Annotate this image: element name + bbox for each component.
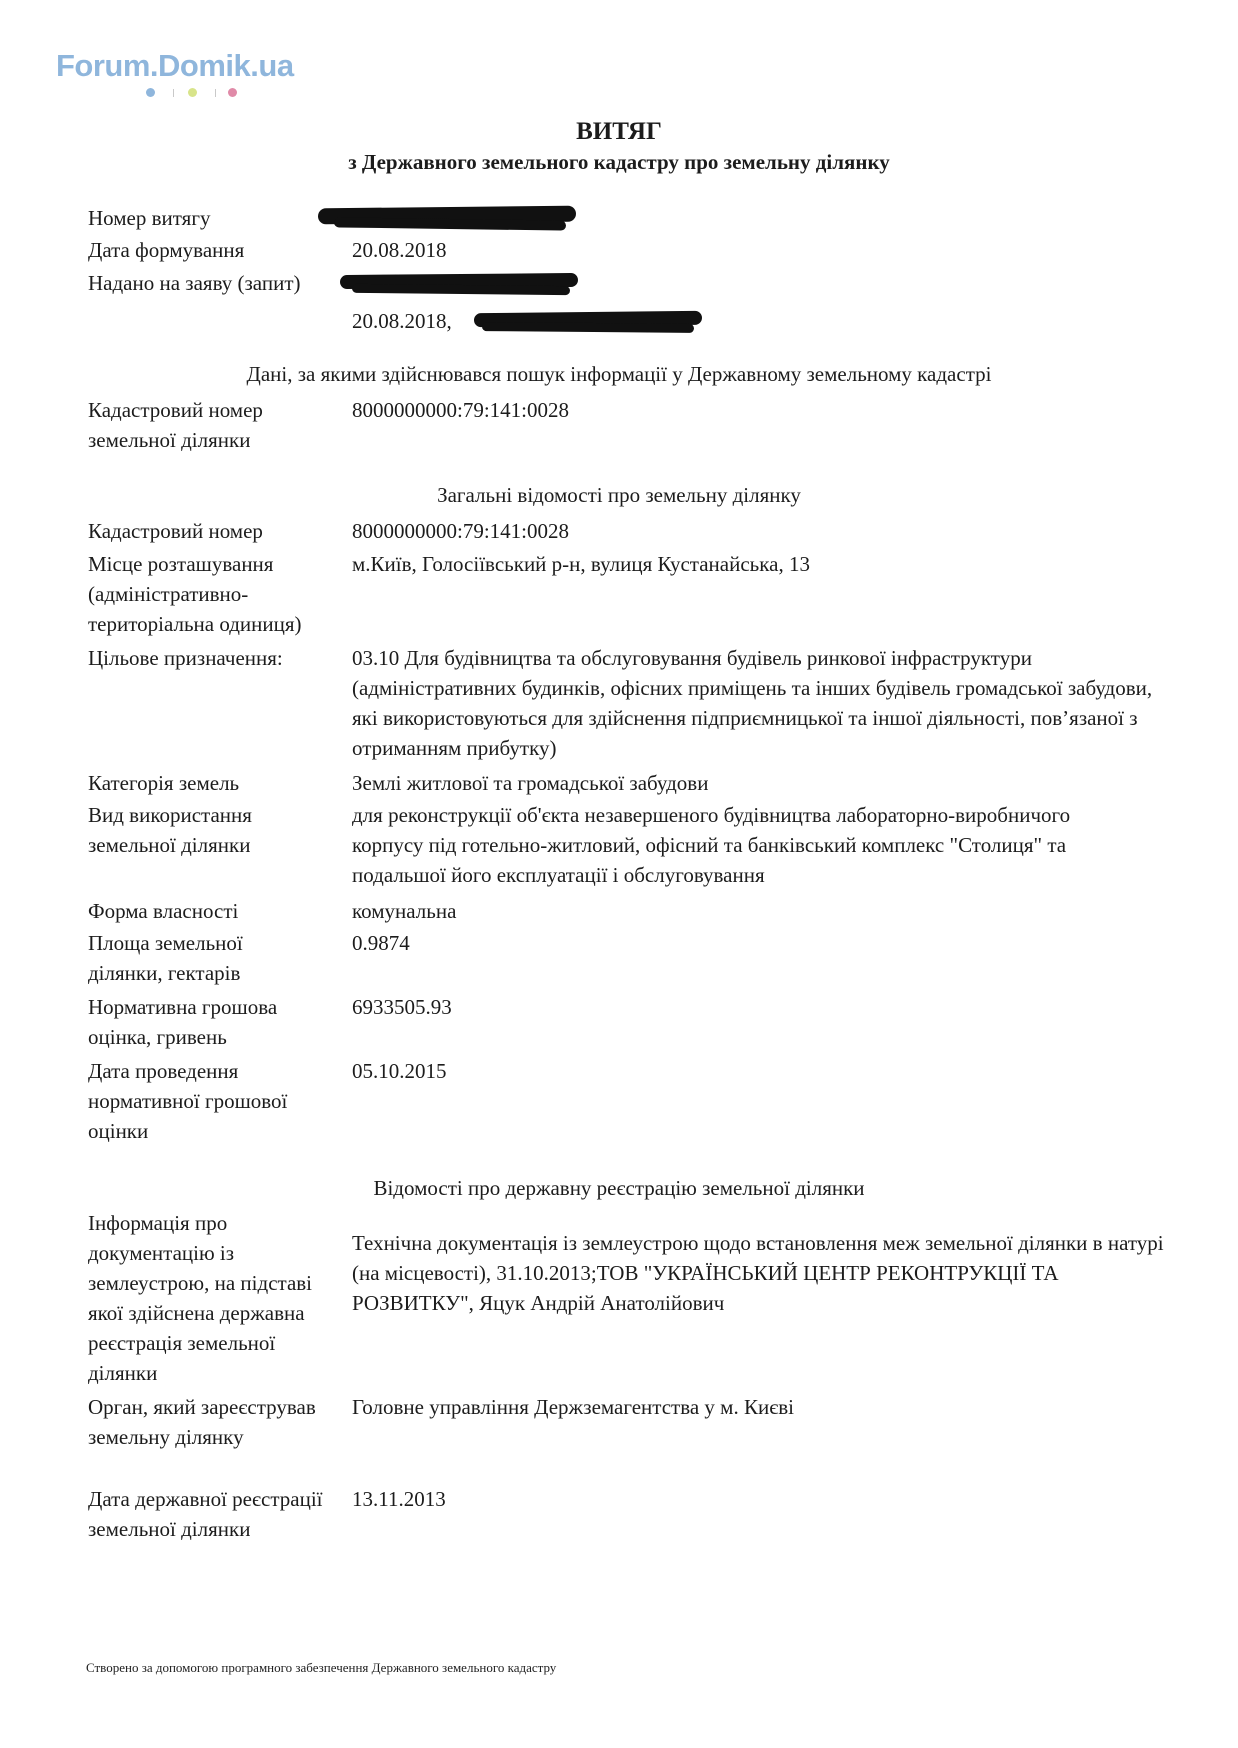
- label-registration-date: Дата державної реєстрації земельної ділянки: [88, 1487, 323, 1541]
- value-authority: Головне управління Держземагентства у м. Києві: [352, 1395, 794, 1419]
- document-subtitle: з Державного земельного кадастру про земельну ділянку: [348, 150, 890, 174]
- label-ownership: Форма власності: [88, 899, 239, 923]
- value-purpose: 03.10 Для будівництва та обслуговування будівель ринкової інфраструктури (адміністративних будинків, офісних приміщень та інших будівель громадської забудови, які використовуються для здійснення підприємницької та іншої діяльності, пов’язаної з отриманням прибутку): [352, 646, 1153, 760]
- logo-dot-yellow: [188, 88, 197, 97]
- section-heading-general: Загальні відомості про земельну ділянку: [437, 483, 801, 507]
- section-heading-search: Дані, за якими здійснювався пошук інформації у Державному земельному кадастрі: [246, 362, 992, 386]
- redaction-mark: [482, 322, 694, 333]
- label-area: Площа земельної ділянки, гектарів: [88, 931, 243, 985]
- label-documentation: Інформація про документацію із землеустрою, на підставі якої здійснена державна реєстрація земельної ділянки: [88, 1211, 313, 1385]
- label-authority: Орган, який зареєстрував земельну ділянку: [88, 1395, 316, 1449]
- site-logo: Forum.Domik.ua: [56, 48, 294, 83]
- label-usage-type: Вид використання земельної ділянки: [88, 803, 252, 857]
- value-area: 0.9874: [352, 931, 410, 955]
- label-cadastral-number: Кадастровий номер: [88, 519, 263, 543]
- label-location: Місце розташування (адміністративно-територіальна одиниця): [88, 552, 302, 636]
- value-valuation: 6933505.93: [352, 995, 452, 1019]
- label-valuation: Нормативна грошова оцінка, гривень: [88, 995, 278, 1049]
- label-formation-date: Дата формування: [88, 238, 245, 262]
- label-purpose: Цільове призначення:: [88, 646, 283, 670]
- label-valuation-date: Дата проведення нормативної грошової оцінки: [88, 1059, 288, 1143]
- section-heading-registration: Відомості про державну реєстрацію земельної ділянки: [373, 1176, 865, 1200]
- redaction-mark: [334, 217, 566, 230]
- value-usage-type: для реконструкції об'єкта незавершеного будівництва лабораторно-виробничого корпусу під готельно-житловий, офісний та банківський комплекс "Столиця" та подальшої його експлуатації і обслуговування: [352, 803, 1071, 887]
- logo-dot-blue: [146, 88, 155, 97]
- value-request: 20.08.2018,: [352, 309, 452, 333]
- value-land-category: Землі житлової та громадської забудови: [352, 771, 709, 795]
- value-formation-date: 20.08.2018: [352, 238, 447, 262]
- value-valuation-date: 05.10.2015: [352, 1059, 447, 1083]
- value-search-cadastral: 8000000000:79:141:0028: [352, 398, 570, 422]
- label-land-category: Категорія земель: [88, 771, 240, 795]
- logo-dot-pink: [228, 88, 237, 97]
- value-documentation: Технічна документація із землеустрою щодо встановлення меж земельної ділянки в натурі (на місцевості), 31.10.2013;ТОВ "УКРАЇНСЬКИЙ ЦЕНТР РЕКОНТРУКЦІЇ ТА РОЗВИТКУ", Яцук Андрій Анатолійович: [352, 1231, 1164, 1315]
- value-registration-date: 13.11.2013: [352, 1487, 446, 1511]
- value-cadastral-number: 8000000000:79:141:0028: [352, 519, 570, 543]
- value-location: м.Київ, Голосіївський р-н, вулиця Кустанайська, 13: [352, 552, 810, 576]
- label-extract-number: Номер витягу: [88, 206, 211, 230]
- document-title: ВИТЯГ: [576, 118, 662, 145]
- label-request: Надано на заяву (запит): [88, 271, 301, 295]
- value-ownership: комунальна: [352, 899, 457, 923]
- footer-note: Створено за допомогою програмного забезпечення Державного земельного кадастру: [86, 1660, 557, 1675]
- label-search-cadastral: Кадастровий номер земельної ділянки: [88, 398, 263, 452]
